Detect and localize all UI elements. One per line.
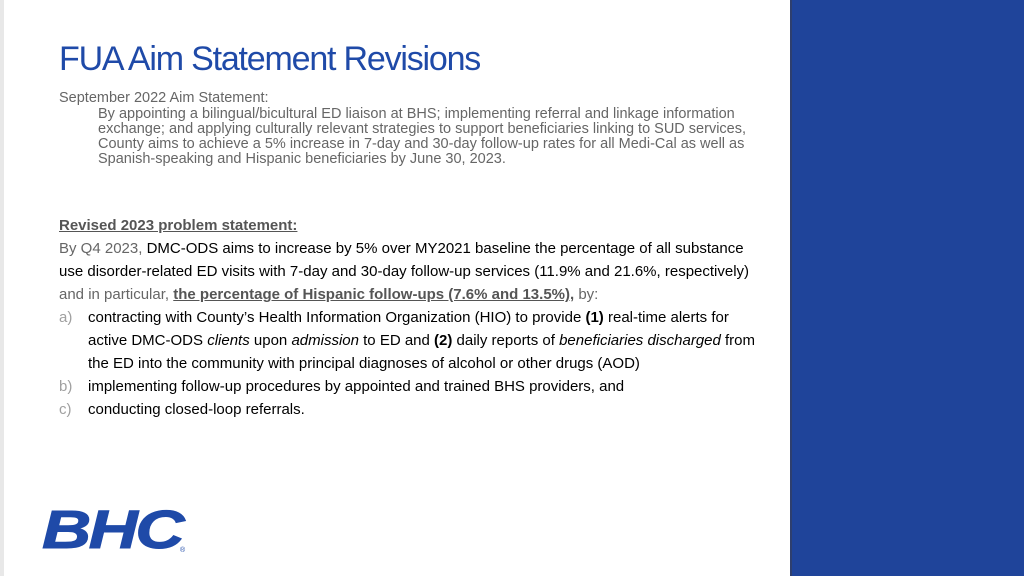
list-marker: c): [59, 401, 72, 418]
list-marker: b): [59, 378, 73, 395]
revised-heading: Revised 2023 problem statement:: [59, 217, 298, 234]
item-a-num-1: (1): [585, 309, 604, 326]
item-c-text: conducting closed-loop referrals.: [88, 401, 305, 418]
item-a-text-4: to ED and: [358, 332, 435, 349]
para-part-1: By Q4 2023,: [59, 240, 147, 257]
item-a-text-6: from the ED into the community with principal diagnoses of alcohol or other drugs (AOD): [88, 332, 756, 372]
sept-aim-label: September 2022 Aim Statement:: [59, 90, 269, 106]
para-part-5: by:: [574, 286, 599, 303]
item-a-admission: admission: [291, 332, 359, 349]
steps-list: [59, 306, 759, 421]
page-title: FUA Aim Statement Revisions: [59, 40, 481, 78]
list-item: [59, 398, 759, 421]
item-a-num-2: (2): [434, 332, 453, 349]
para-part-2: DMC-ODS aims to increase by 5% over MY2021 baseline the percentage of all substance use disorder-related ED visits with 7-day and 30-day follow-up services (11.9% and 21.6%, respectively): [59, 240, 750, 280]
logo-text: BHC: [42, 500, 186, 555]
item-a-text-1: contracting with County’s Health Information Organization (HIO) to provide: [88, 309, 586, 326]
revised-problem-section: [59, 214, 759, 421]
sidebar-panel: [790, 0, 1024, 576]
bhc-logo: [40, 500, 190, 555]
item-a-clients: clients: [207, 332, 250, 349]
list-marker: a): [59, 309, 73, 326]
left-rule: [0, 0, 4, 576]
item-b-text: implementing follow-up procedures by appointed and trained BHS providers, and: [88, 378, 625, 395]
item-a-text-2: real-time alerts for active DMC-ODS: [88, 309, 729, 349]
registered-mark: ®: [180, 547, 186, 554]
list-item: [59, 306, 759, 375]
sept-aim-body: By appointing a bilingual/bicultural ED liaison at BHS; implementing referral and linkage information exchange; and applying culturally relevant strategies to support beneficiaries linking to SUD services, County aims to achieve a 5% increase in 7-day and 30-day follow-up rates for all Medi-Cal as well as Spanish-speaking and Hispanic beneficiaries by June 30, 2023.: [98, 106, 747, 167]
item-a-discharged: beneficiaries discharged: [559, 332, 721, 349]
item-a-text-3: upon: [249, 332, 292, 349]
para-part-4: the percentage of Hispanic follow-ups (7.6% and 13.5%),: [173, 286, 575, 303]
list-item: [59, 375, 759, 398]
revised-paragraph: [59, 237, 759, 306]
para-part-3: and in particular,: [59, 286, 174, 303]
item-a-text-5: daily reports of: [452, 332, 560, 349]
